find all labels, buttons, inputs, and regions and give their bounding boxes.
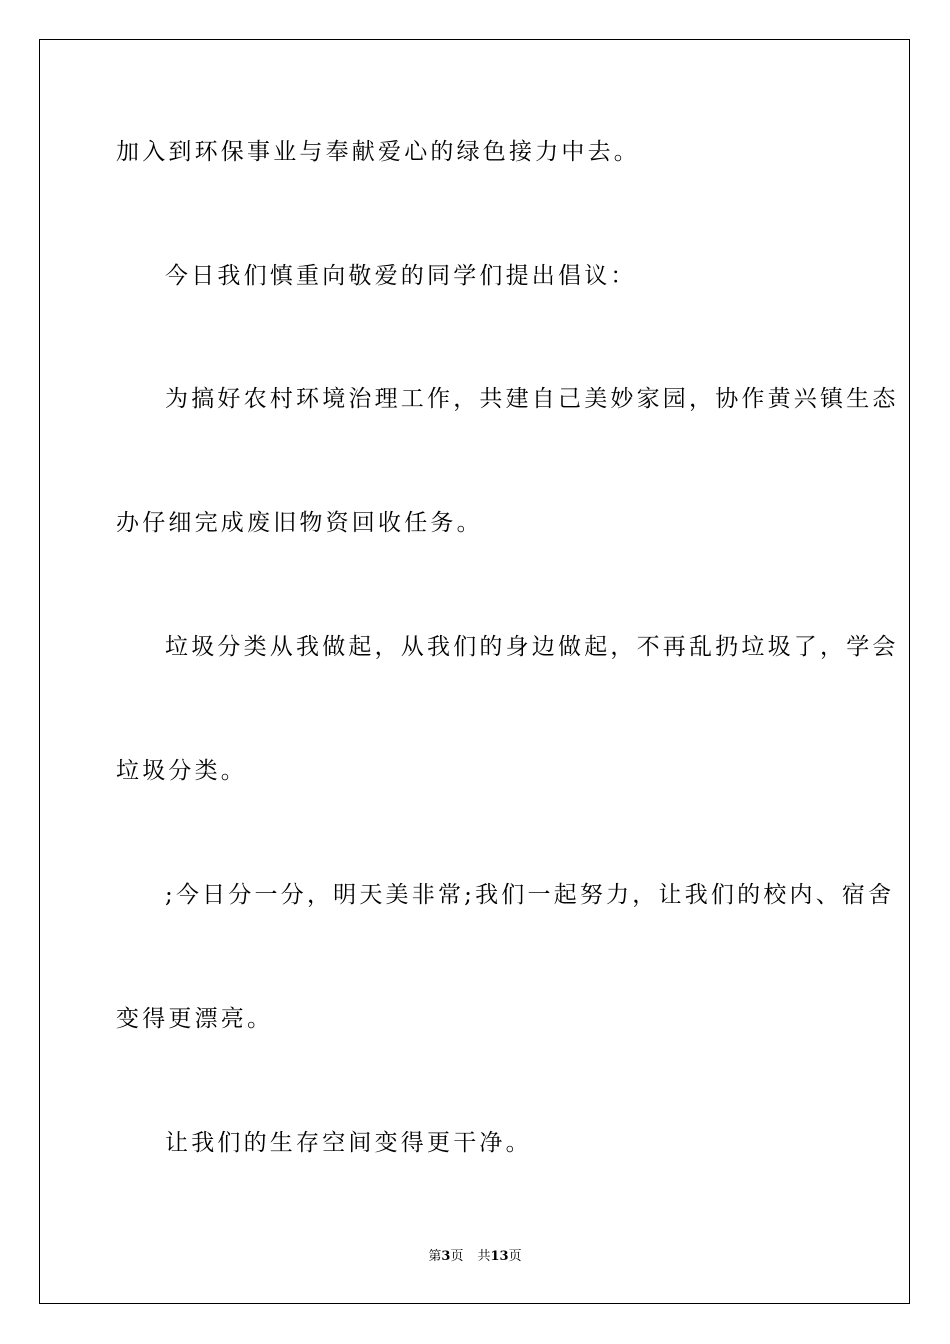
text-line-9: 让我们的生存空间变得更干净。 <box>165 1130 532 1156</box>
total-pages: 13 <box>490 1249 509 1264</box>
page-suffix: 页 <box>450 1249 464 1264</box>
page-frame <box>39 39 910 1304</box>
text-line-4: 办仔细完成废旧物资回收任务。 <box>116 510 483 536</box>
total-prefix: 共 <box>477 1249 491 1264</box>
text-line-7: ;今日分一分，明天美非常;我们一起努力，让我们的校内、宿舍 <box>165 882 895 908</box>
text-line-3: 为搞好农村环境治理工作，共建自己美妙家园，协作黄兴镇生态 <box>165 386 899 412</box>
text-line-1: 加入到环保事业与奉献爱心的绿色接力中去。 <box>116 139 640 165</box>
page-number: 3 <box>441 1249 451 1264</box>
total-suffix: 页 <box>508 1249 522 1264</box>
page-footer <box>0 1248 950 1266</box>
text-line-5: 垃圾分类从我做起，从我们的身边做起，不再乱扔垃圾了，学会 <box>165 634 899 660</box>
page-prefix: 第 <box>428 1249 442 1264</box>
text-line-6: 垃圾分类。 <box>116 758 247 784</box>
text-line-8: 变得更漂亮。 <box>116 1006 274 1032</box>
text-line-2: 今日我们慎重向敬爱的同学们提出倡议： <box>165 263 637 289</box>
